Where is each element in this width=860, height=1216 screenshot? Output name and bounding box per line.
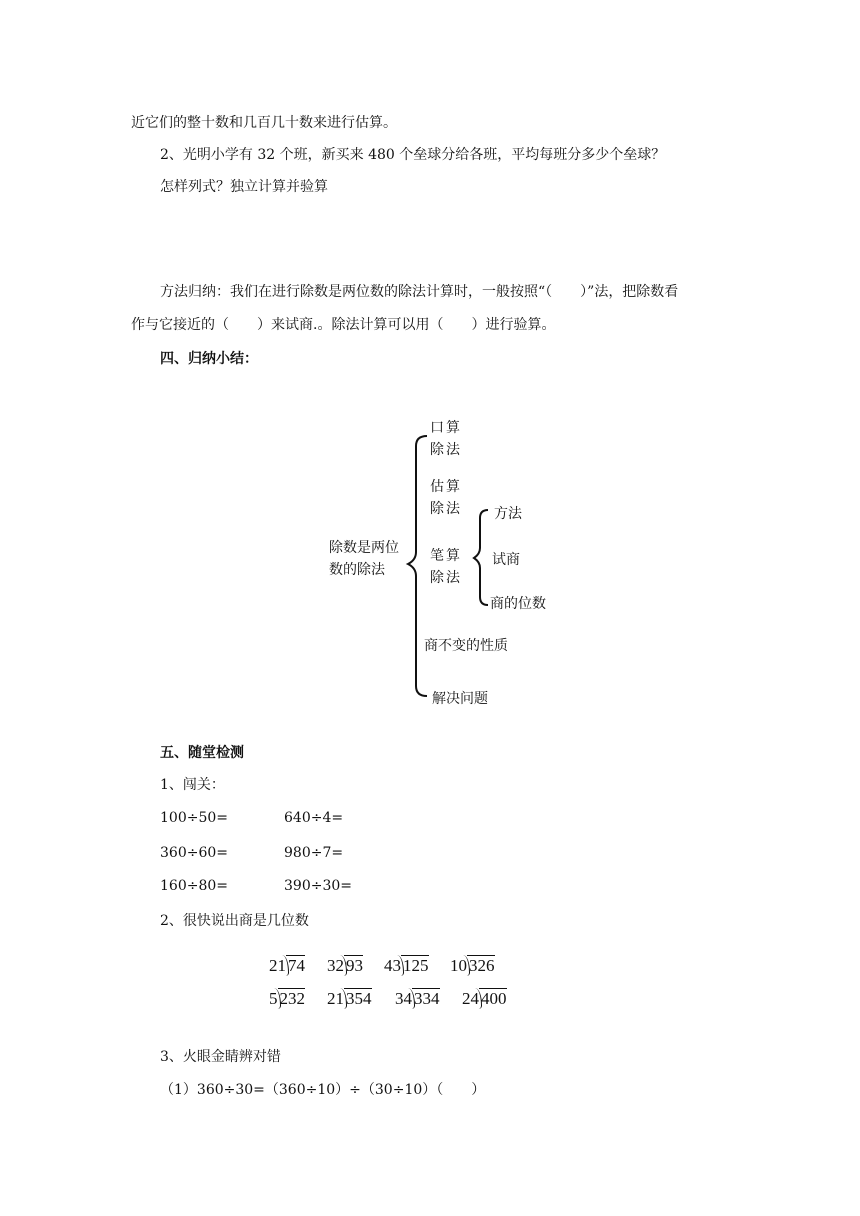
sub-branch-method: 方法 bbox=[494, 506, 522, 522]
branch-quotient-invariance: 商不变的性质 bbox=[424, 638, 508, 654]
long-division-8: 24 400 bbox=[462, 989, 507, 1008]
question-2: 2、光明小学有 32 个班，新买来 480 个垒球分给各班，平均每班分多少个垒球？ bbox=[160, 147, 666, 163]
long-division-4: 10 326 bbox=[450, 956, 495, 975]
intro-line1: 近它们的整十数和几百几十数来进行估算。 bbox=[131, 115, 397, 131]
branch-written-division: 笔算除法 bbox=[430, 548, 462, 586]
branch-estimate-division: 估算除法 bbox=[430, 479, 462, 517]
question-2-sub: 怎样列式？独立计算并验算 bbox=[160, 179, 328, 195]
q2-title: 2、很快说出商是几位数 bbox=[160, 913, 309, 929]
branch-problem-solving: 解决问题 bbox=[432, 691, 488, 707]
section-5-heading: 五、随堂检测 bbox=[160, 745, 244, 761]
method-summary-line1: 方法归纳：我们在进行除数是两位数的除法计算时，一般按照“（ ）”法，把除数看 bbox=[160, 284, 679, 300]
q3-item-1: （1）360÷30=（360÷10）÷（30÷10）（ ） bbox=[160, 1082, 486, 1098]
long-division-2: 32 93 bbox=[327, 956, 363, 975]
q1-calc-2a: 360÷60= bbox=[160, 845, 228, 861]
long-division-1: 21 74 bbox=[269, 956, 305, 975]
long-division-6: 21 354 bbox=[327, 989, 372, 1008]
long-division-5: 5 232 bbox=[269, 989, 305, 1008]
branch-oral-division: 口算除法 bbox=[430, 420, 462, 458]
q3-title: 3、火眼金睛辨对错 bbox=[160, 1049, 281, 1065]
sub-branch-quotient-digits: 商的位数 bbox=[490, 596, 546, 612]
q1-calc-2b: 980÷7= bbox=[284, 845, 344, 861]
q1-calc-1b: 640÷4= bbox=[284, 810, 344, 826]
long-division-7: 34 334 bbox=[395, 989, 440, 1008]
mind-map-root: 除数是两位数的除法 bbox=[329, 540, 399, 578]
q1-calc-3b: 390÷30= bbox=[284, 878, 352, 894]
sub-branch-trial-quotient: 试商 bbox=[492, 552, 520, 568]
q1-calc-1a: 100÷50= bbox=[160, 810, 228, 826]
q1-title: 1、闯关： bbox=[160, 777, 225, 793]
method-summary-line2: 作与它接近的（ ）来试商.。除法计算可以用（ ）进行验算。 bbox=[131, 317, 556, 333]
q1-calc-3a: 160÷80= bbox=[160, 878, 228, 894]
long-division-3: 43 125 bbox=[384, 956, 429, 975]
section-4-heading: 四、归纳小结： bbox=[160, 351, 258, 367]
